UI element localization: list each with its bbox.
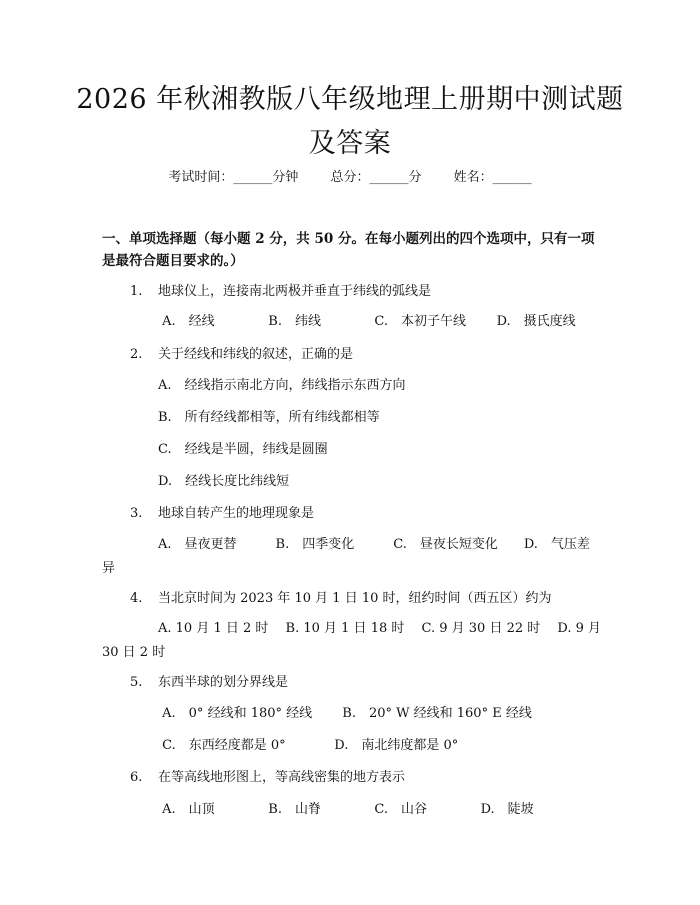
exam-time: 考试时间：______分钟 bbox=[168, 170, 299, 185]
option-text: B. 所有经线都相等，所有纬线都相等 bbox=[158, 410, 380, 425]
question-text: 关于经线和纬线的叙述，正确的是 bbox=[158, 347, 354, 362]
option: C. 东西经度都是 0° bbox=[162, 738, 286, 753]
question-number: 5. bbox=[130, 675, 143, 690]
question-number: 6. bbox=[130, 770, 143, 785]
option-text: C. 经线是半圆，纬线是圆圈 bbox=[158, 442, 328, 457]
option bbox=[102, 470, 602, 494]
options-row bbox=[102, 798, 602, 822]
options-row bbox=[102, 702, 602, 726]
question bbox=[130, 768, 600, 788]
question-text: 东西半球的划分界线是 bbox=[158, 675, 289, 690]
question-text: 当北京时间为 2023 年 10 月 1 日 10 时，纽约时间（西五区）约为 bbox=[158, 591, 552, 606]
question-text: 地球自转产生的地理现象是 bbox=[158, 506, 315, 521]
question bbox=[130, 345, 600, 365]
question-number: 2. bbox=[130, 347, 143, 362]
question bbox=[130, 673, 600, 693]
option-text: D. 经线长度比纬线短 bbox=[158, 474, 290, 489]
option: A. 0° 经线和 180° 经线 bbox=[162, 706, 313, 721]
section-heading: 一、单项选择题（每小题 2 分，共 50 分。在每小题列出的四个选项中，只有一项是最符合题目要求的。） bbox=[102, 231, 595, 269]
option: B. 20° W 经线和 160° E 经线 bbox=[342, 706, 532, 721]
question-number: 1. bbox=[130, 284, 143, 299]
option: D. 陡坡 bbox=[480, 802, 534, 817]
option: A. 经线 bbox=[162, 314, 215, 329]
question-number: 3. bbox=[130, 506, 143, 521]
question-text: 地球仪上，连接南北两极并垂直于纬线的弧线是 bbox=[158, 284, 432, 299]
option: B. 纬线 bbox=[268, 314, 321, 329]
options-row bbox=[102, 310, 602, 334]
option bbox=[102, 374, 602, 398]
option: C. 本初子午线 bbox=[374, 314, 467, 329]
option-text: A. 经线指示南北方向，纬线指示东西方向 bbox=[158, 378, 406, 393]
option bbox=[102, 438, 602, 462]
option: A. 山顶 bbox=[162, 802, 215, 817]
page-title bbox=[0, 78, 700, 166]
option: C. 山谷 bbox=[374, 802, 428, 817]
title-line-2: 及答案 bbox=[308, 128, 392, 159]
question-number: 4. bbox=[130, 591, 143, 606]
option: D. 南北纬度都是 0° bbox=[334, 738, 459, 753]
student-name: 姓名：______ bbox=[453, 170, 532, 185]
options-row bbox=[102, 734, 602, 758]
question bbox=[130, 589, 600, 609]
option: B. 山脊 bbox=[268, 802, 321, 817]
question bbox=[130, 282, 600, 302]
title-line-1: 2026 年秋湘教版八年级地理上册期中测试题 bbox=[76, 84, 624, 115]
option bbox=[102, 406, 602, 430]
question-text: 在等高线地形图上，等高线密集的地方表示 bbox=[158, 770, 406, 785]
options-row: A. 昼夜更替 B. 四季变化 C. 昼夜长短变化 D. 气压差异 bbox=[102, 537, 590, 576]
question bbox=[130, 504, 600, 524]
exam-score: 总分：______分 bbox=[330, 170, 422, 185]
options-row: A. 10 月 1 日 2 时 B. 10 月 1 日 18 时 C. 9 月 30 日 22 时 D. 9 月 30 日 2 时 bbox=[102, 621, 602, 660]
exam-meta bbox=[0, 168, 700, 188]
option: D. 摄氏度线 bbox=[496, 314, 576, 329]
